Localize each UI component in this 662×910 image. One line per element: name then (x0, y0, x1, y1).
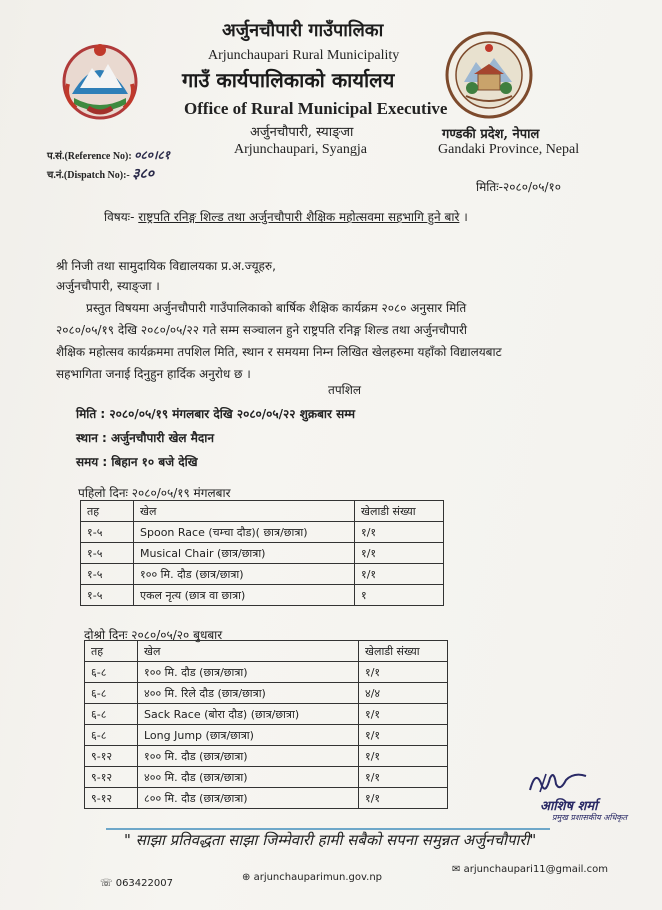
header-game: खेल (134, 501, 355, 522)
table-row (81, 564, 444, 585)
table-row (81, 522, 444, 543)
row-players: १/१ (355, 543, 444, 564)
province-en: Gandaki Province, Nepal (438, 142, 580, 157)
row-game: ८०० मि. दौड (छात्र/छात्रा) (138, 788, 359, 809)
header-players: खेलाडी संख्या (355, 501, 444, 522)
day2-table (84, 640, 448, 809)
globe-icon: ⊕ (242, 872, 251, 883)
row-game: Musical Chair (छात्र/छात्रा) (134, 543, 355, 564)
table-row (81, 543, 444, 564)
header-level: तह (81, 501, 134, 522)
day2-title: दोश्रो दिनः २०८०/०५/२० बुधबार (84, 628, 223, 642)
dispatch-label: च.नं.(Dispatch No):- (47, 170, 130, 181)
phone-icon: ☏ (100, 878, 113, 889)
office-name-np: गाउँ कार्यपालिकाको कार्यालय (182, 68, 395, 92)
place-np: अर्जुनचौपारी, स्याङ्जा (250, 125, 354, 140)
row-players: १/१ (355, 522, 444, 543)
table-row (85, 725, 448, 746)
row-players: १/१ (355, 564, 444, 585)
reference-value: ०८०।८१ (134, 148, 170, 162)
body-line-2: २०८०/०५/१९ देखि २०८०/०५/२२ गते सम्म सञ्चालन हुने राष्ट्रपति रनिङ्ग शिल्ड तथा अर्जुनचौपारी (56, 323, 468, 337)
table-header-row (81, 501, 444, 522)
row-players: १/१ (359, 767, 448, 788)
tapsil-heading: तपशिल (328, 383, 362, 397)
body-line-4: सहभागिता जनाई दिनुहुन हार्दिक अनुरोध छ । (56, 367, 251, 381)
reference-label: प.सं.(Reference No): (47, 151, 132, 162)
row-players: १/१ (359, 725, 448, 746)
reference-number (47, 146, 170, 163)
signatory-name: आशिष शर्मा (540, 799, 598, 814)
row-players: १ (355, 585, 444, 606)
row-level: ६-८ (85, 683, 138, 704)
tapsil-date: मिति : २०८०/०५/१९ मंगलबार देखि २०८०/०५/२२ शुक्रबार सम्म (76, 407, 355, 421)
header-game: खेल (138, 641, 359, 662)
email-address: arjunchaupari11@gmail.com (463, 864, 608, 875)
place-en: Arjunchaupari, Syangja (234, 142, 367, 157)
table-row (85, 788, 448, 809)
province-np: गण्डकी प्रदेश, नेपाल (442, 127, 540, 142)
addressee-line-2: अर्जुनचौपारी, स्याङ्जा । (56, 279, 160, 293)
row-level: १-५ (81, 543, 134, 564)
signatory-title: प्रमुख प्रशासकीय अधिकृत (552, 813, 628, 822)
day1-table (80, 500, 444, 606)
row-level: १-५ (81, 585, 134, 606)
signature-scribble-icon (526, 764, 590, 798)
subject-end: । (463, 210, 468, 224)
nepal-emblem-icon (58, 38, 142, 122)
row-players: १/१ (359, 704, 448, 725)
row-level: १-५ (81, 564, 134, 585)
table-row (81, 585, 444, 606)
row-game: Spoon Race (चम्चा दौड)( छात्र/छात्रा) (134, 522, 355, 543)
row-game: एकल नृत्य (छात्र वा छात्रा) (134, 585, 355, 606)
letter-date: मितिः-२०८०/०५/१० (476, 180, 561, 194)
addressee-line-1: श्री निजी तथा सामुदायिक विद्यालयका प्र.अ.ज्यूहरु, (56, 259, 276, 273)
row-players: १/१ (359, 746, 448, 767)
row-game: १०० मि. दौड (छात्र/छात्रा) (134, 564, 355, 585)
office-name-en: Office of Rural Municipal Executive (184, 99, 448, 118)
row-game: Long Jump (छात्र/छात्रा) (138, 725, 359, 746)
table-row (85, 662, 448, 683)
row-level: ६-८ (85, 725, 138, 746)
row-players: १/१ (359, 662, 448, 683)
slogan: " साझा प्रतिवद्धता साझा जिम्मेवारी हामी सबैको सपना समुन्नत अर्जुनचौपारी" (124, 831, 537, 849)
body-line-3: शैक्षिक महोत्सव कार्यक्रममा तपशिल मिति, स्थान र समयमा निम्न लिखित खेलहरुमा यहाँको विद्यालयबाट (56, 345, 502, 359)
table-row (85, 704, 448, 725)
table-row (85, 767, 448, 788)
table-header-row (85, 641, 448, 662)
municipality-name-en: Arjunchaupari Rural Municipality (208, 48, 400, 63)
footer-phone (100, 878, 173, 889)
subject-text: राष्ट्रपति रनिङ्ग शिल्ड तथा अर्जुनचौपारी शैक्षिक महोत्सवमा सहभागि हुने बारे (138, 210, 460, 224)
row-level: ९-१२ (85, 788, 138, 809)
table-row (85, 683, 448, 704)
row-game: Sack Race (बोरा दौड) (छात्र/छात्रा) (138, 704, 359, 725)
dispatch-number (47, 164, 154, 183)
row-level: ९-१२ (85, 746, 138, 767)
day1-title: पहिलो दिनः २०८०/०५/१९ मंगलबार (78, 486, 231, 500)
subject-label: विषयः- (104, 210, 135, 224)
subject-line (104, 208, 468, 225)
footer-email (452, 864, 608, 875)
row-level: ९-१२ (85, 767, 138, 788)
municipality-logo-icon (444, 30, 534, 120)
website-url: arjunchauparimun.gov.np (253, 872, 383, 883)
row-level: १-५ (81, 522, 134, 543)
row-game: १०० मि. दौड (छात्र/छात्रा) (138, 746, 359, 767)
row-players: १/१ (359, 788, 448, 809)
header-players: खेलाडी संख्या (359, 641, 448, 662)
row-level: ६-८ (85, 662, 138, 683)
phone-number: 063422007 (115, 878, 173, 889)
row-level: ६-८ (85, 704, 138, 725)
mail-icon: ✉ (452, 864, 461, 875)
table-row (85, 746, 448, 767)
municipality-name-np: अर्जुनचौपारी गाउँपालिका (222, 20, 384, 41)
body-line-1: प्रस्तुत विषयमा अर्जुनचौपारी गाउँपालिकाको बार्षिक शैक्षिक कार्यक्रम २०८० अनुसार मिति (86, 301, 467, 315)
footer-website (242, 872, 382, 883)
header-level: तह (85, 641, 138, 662)
row-game: ४०० मि. रिले दौड (छात्र/छात्रा) (138, 683, 359, 704)
row-players: ४/४ (359, 683, 448, 704)
row-game: ४०० मि. दौड (छात्र/छात्रा) (138, 767, 359, 788)
row-game: १०० मि. दौड (छात्र/छात्रा) (138, 662, 359, 683)
dispatch-value: ३८० (132, 166, 155, 182)
tapsil-time: समय : बिहान १० बजे देखि (76, 455, 198, 469)
tapsil-place: स्थान : अर्जुनचौपारी खेल मैदान (76, 431, 215, 445)
